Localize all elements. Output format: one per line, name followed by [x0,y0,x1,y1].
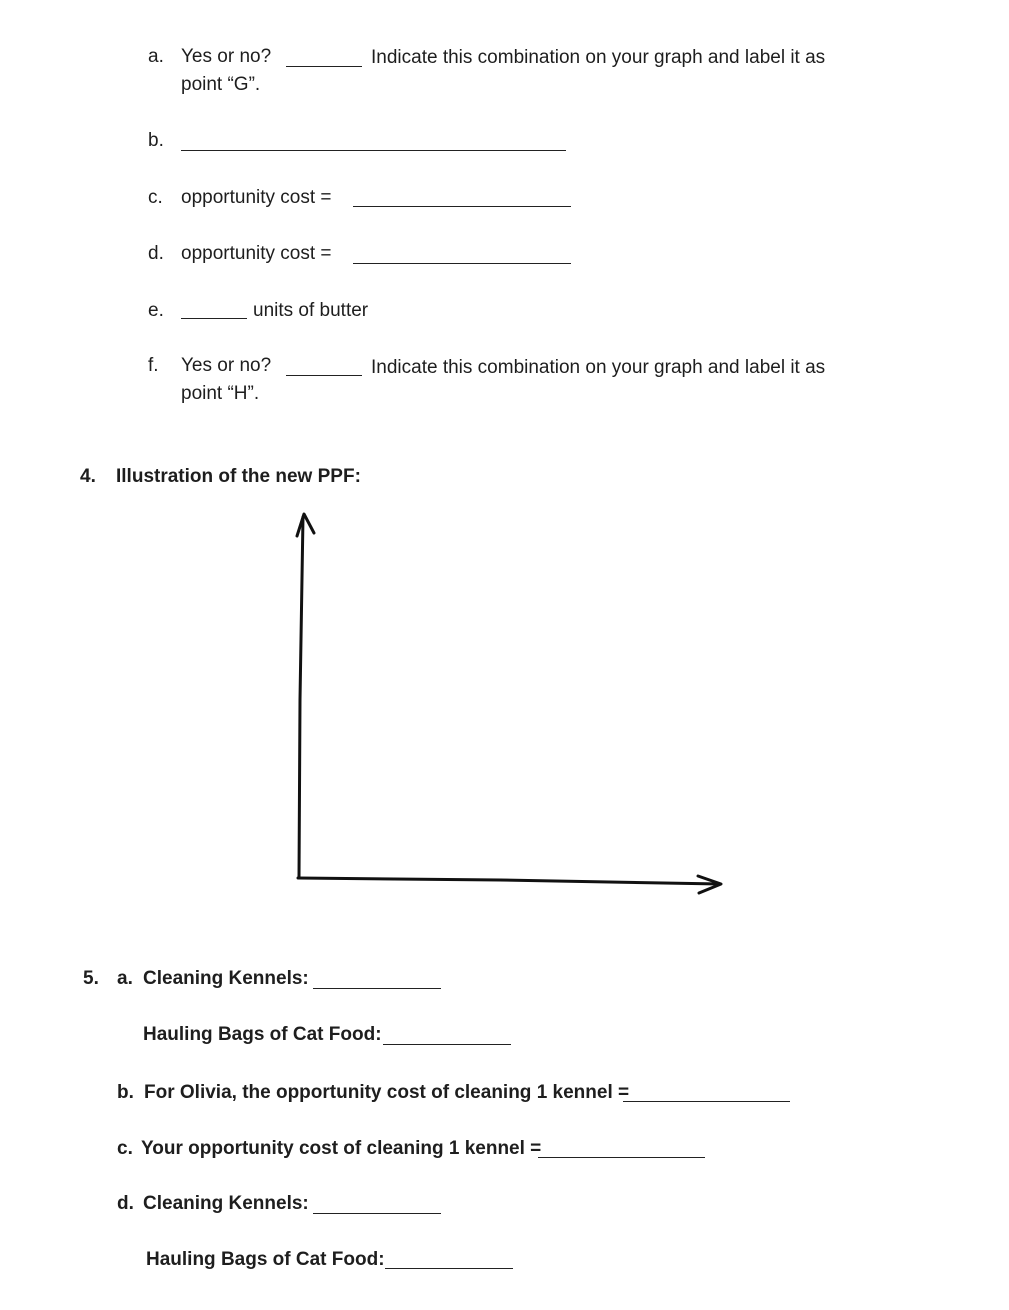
item-instruction: Indicate this combination on your graph and label it as [371,357,826,378]
item-sublabel: Hauling Bags of Cat Food: [146,1249,385,1270]
section-number: 5. [83,968,99,989]
item-letter: a. [148,46,164,67]
item-label: Cleaning Kennels: [143,968,309,989]
item-prompt: opportunity cost = [181,243,332,264]
item-letter: f. [148,355,159,376]
item-letter: c. [148,187,163,208]
item-text: For Olivia, the opportunity cost of cleaning 1 kennel = [144,1082,630,1103]
answer-blank[interactable] [623,1101,790,1102]
item-text: Your opportunity cost of cleaning 1 kennel = [141,1138,542,1159]
answer-blank[interactable] [538,1157,705,1158]
item-letter: e. [148,300,164,321]
item-suffix: units of butter [253,300,369,321]
answer-blank[interactable] [313,1213,441,1214]
item-letter: d. [148,243,164,264]
item-prompt: opportunity cost = [181,187,332,208]
item-instruction: Indicate this combination on your graph and label it as [371,47,826,68]
answer-blank[interactable] [313,988,441,989]
item-prompt: Yes or no? [181,355,272,376]
x-axis [298,876,721,893]
section-title: Illustration of the new PPF: [116,466,361,487]
item-letter: a. [117,968,133,989]
item-letter: b. [117,1082,134,1103]
item-continuation: point “G”. [181,74,261,95]
y-axis-arrowhead [297,514,314,536]
y-axis [297,514,314,878]
item-label: Cleaning Kennels: [143,1193,309,1214]
item-letter: b. [148,130,164,151]
item-letter: d. [117,1193,134,1214]
item-prompt: Yes or no? [181,46,272,67]
answer-blank[interactable] [383,1044,511,1045]
answer-blank[interactable] [385,1268,513,1269]
item-letter: c. [117,1138,133,1159]
item-sublabel: Hauling Bags of Cat Food: [143,1024,382,1045]
section-number: 4. [80,466,96,487]
item-continuation: point “H”. [181,383,260,404]
